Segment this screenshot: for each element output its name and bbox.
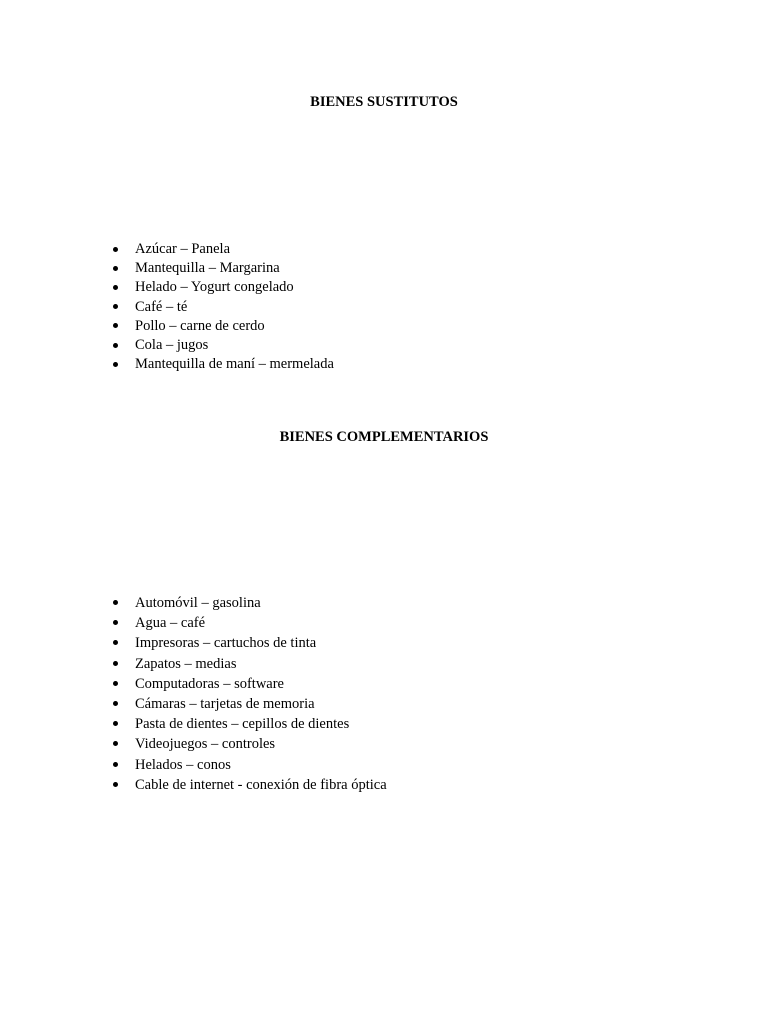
list-item-text: Cámaras – tarjetas de memoria: [135, 695, 315, 712]
list-item-text: Pasta de dientes – cepillos de dientes: [135, 716, 350, 733]
list-item-text: Impresoras – cartuchos de tinta: [135, 635, 317, 652]
list-item-text: Videojuegos – controles: [135, 736, 276, 753]
list-item-text: Mantequilla de maní – mermelada: [135, 356, 334, 373]
list-item: [110, 240, 334, 259]
list-item: [110, 355, 334, 374]
bullet-icon: [113, 620, 118, 625]
heading-bienes-complementarios: BIENES COMPLEMENTARIOS: [279, 429, 489, 445]
list-item: [110, 317, 334, 336]
list-item: [110, 694, 387, 714]
bullet-icon: [113, 323, 118, 328]
bullet-icon: [113, 285, 118, 290]
list-item: [110, 278, 334, 297]
list-item: [110, 593, 387, 613]
list-item: [110, 714, 387, 734]
bullet-icon: [113, 661, 118, 666]
list-item: [110, 734, 387, 754]
list-item-text: Pollo – carne de cerdo: [135, 317, 265, 334]
bullet-icon: [113, 701, 118, 706]
list-item: [110, 259, 334, 278]
bullet-icon: [113, 362, 118, 367]
list-item-text: Mantequilla – Margarina: [135, 260, 280, 277]
list-item: [110, 613, 387, 633]
list-item-text: Helado – Yogurt congelado: [135, 279, 294, 296]
list-item: [110, 633, 387, 653]
list-item: [110, 336, 334, 355]
bullet-icon: [113, 640, 118, 645]
list-item: [110, 298, 334, 317]
list-item: [110, 654, 387, 674]
bullet-icon: [113, 304, 118, 309]
list-item: [110, 755, 387, 775]
bullet-icon: [113, 681, 118, 686]
bullet-icon: [113, 600, 118, 605]
sustitutos-list: [110, 240, 334, 374]
bullet-icon: [113, 343, 118, 348]
bullet-icon: [113, 266, 118, 271]
list-item-text: Cola – jugos: [135, 336, 209, 353]
list-item-text: Azúcar – Panela: [135, 241, 231, 257]
bullet-icon: [113, 721, 118, 726]
list-item-text: Cable de internet - conexión de fibra óptica: [135, 776, 387, 793]
list-item-text: Helados – conos: [135, 756, 231, 773]
list-item-text: Computadoras – software: [135, 675, 284, 692]
list-item-text: Zapatos – medias: [135, 655, 237, 672]
bullet-icon: [113, 782, 118, 787]
bullet-icon: [113, 741, 118, 746]
bullet-icon: [113, 247, 118, 252]
list-item: [110, 674, 387, 694]
heading-bienes-sustitutos: BIENES SUSTITUTOS: [310, 94, 458, 110]
list-item-text: Automóvil – gasolina: [135, 595, 261, 611]
complementarios-list: [110, 593, 387, 795]
list-item: [110, 775, 387, 795]
list-item-text: Café – té: [135, 298, 188, 315]
bullet-icon: [113, 762, 118, 767]
list-item-text: Agua – café: [135, 615, 206, 632]
